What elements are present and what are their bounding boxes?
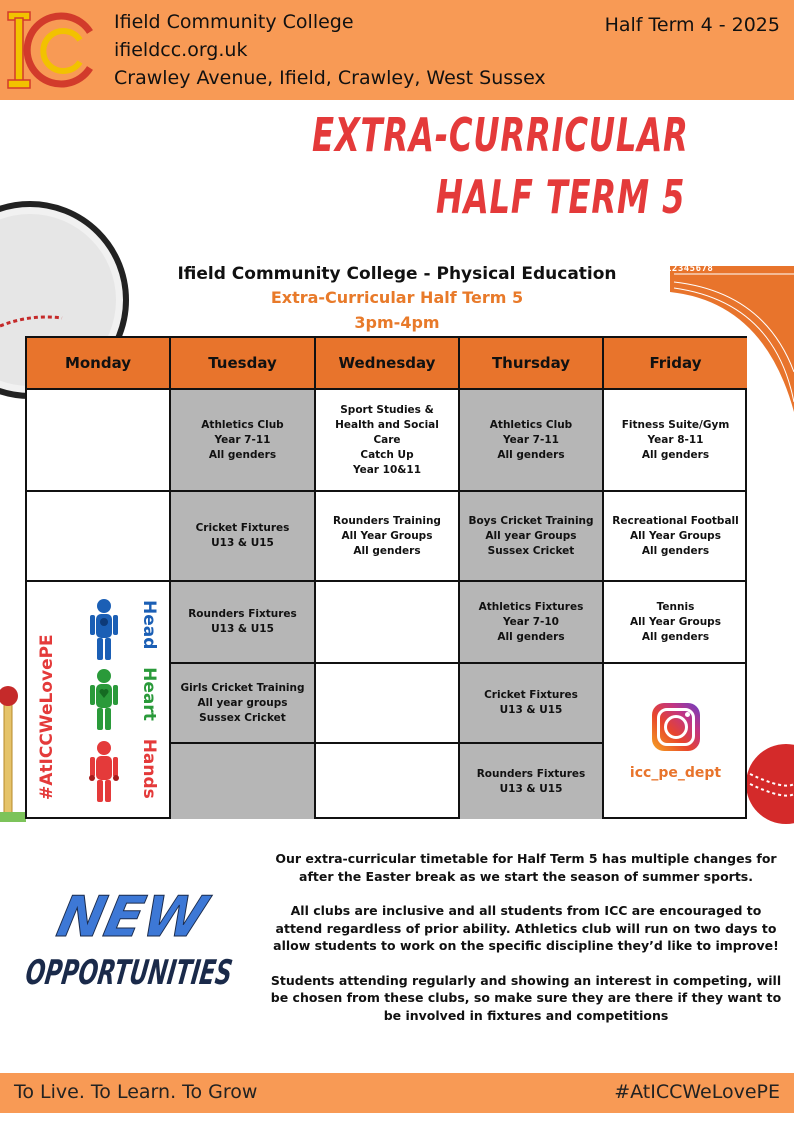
hashtag-panel <box>27 582 171 819</box>
slot-thursday-5 <box>460 744 604 819</box>
slot-wednesday-1 <box>316 390 460 492</box>
slot-tuesday-3 <box>171 582 316 664</box>
slot-line: Care <box>373 433 401 446</box>
promo-word-opportunities: OPPORTUNITIES <box>23 953 306 993</box>
slot-wednesday-2 <box>316 492 460 582</box>
instagram-handle[interactable]: icc_pe_dept <box>629 764 722 781</box>
slot-line: Athletics Fixtures <box>478 600 584 613</box>
slot-line: All genders <box>641 448 710 461</box>
slot-friday-2 <box>604 492 747 582</box>
slot-line: Sussex Cricket <box>487 544 575 557</box>
slot-line: Boys Cricket Training <box>468 514 594 527</box>
description <box>268 850 784 1041</box>
slot-line: Cricket Fixtures <box>484 689 578 701</box>
slot-line: U13 & U15 <box>499 782 563 795</box>
track-lane-numbers: 12345678 <box>666 264 714 274</box>
slot-line: Year 7-11 <box>503 433 559 446</box>
poster-time: 3pm-4pm <box>354 313 440 332</box>
slot-line: Sussex Cricket <box>199 711 286 724</box>
day-header-tuesday: Tuesday <box>171 338 316 390</box>
slot-line: Rounders Fixtures <box>188 608 297 620</box>
slot-text <box>180 681 304 726</box>
slot-line: Athletics Club <box>201 418 284 431</box>
head-figure-icon <box>89 598 119 660</box>
slot-text <box>479 600 584 645</box>
slot-line: Recreational Football <box>612 514 739 527</box>
title-line-2: HALF TERM 5 <box>436 170 686 224</box>
day-header-friday: Friday <box>604 338 747 390</box>
school-website[interactable]: ifieldcc.org.uk <box>114 39 248 61</box>
instagram-panel[interactable] <box>604 664 747 819</box>
slot-line: All genders <box>353 544 421 557</box>
new-opportunities-graphic <box>23 880 306 1000</box>
value-head: Head <box>139 600 159 650</box>
slot-line: All genders <box>497 448 565 461</box>
school-name: Ifield Community College <box>114 11 354 33</box>
slot-line: All genders <box>497 630 565 643</box>
footer-motto: To Live. To Learn. To Grow <box>14 1081 258 1103</box>
slot-text <box>188 607 297 637</box>
day-header-thursday: Thursday <box>460 338 604 390</box>
slot-line: Rounders Fixtures <box>476 767 586 780</box>
slot-thursday-2 <box>460 492 604 582</box>
promo-word-new: NEW <box>51 884 213 950</box>
slot-line: Sport Studies & <box>340 403 434 416</box>
footer-hashtag: #AtICCWeLovePE <box>614 1081 780 1103</box>
slot-tuesday-4 <box>171 664 316 744</box>
slot-line: All year Groups <box>485 529 577 542</box>
instagram-icon[interactable] <box>652 703 700 751</box>
slot-line: U13 & U15 <box>211 623 274 635</box>
slot-wednesday-3 <box>316 582 460 664</box>
slot-tuesday-1 <box>171 390 316 492</box>
slot-line: All Year Groups <box>630 615 721 628</box>
slot-line: Catch Up <box>360 448 414 461</box>
title-line-1: EXTRA-CURRICULAR <box>312 108 689 162</box>
slot-text <box>335 403 439 478</box>
description-paragraph-1: Our extra-curricular timetable for Half Term 5 has multiple changes for after the Easter break as we start the season of summer sports. <box>275 851 777 884</box>
value-heart: Heart <box>139 667 159 721</box>
slot-line: Athletics Club <box>489 418 573 431</box>
description-paragraph-3: Students attending regularly and showing an interest in competing, will be chosen from these clubs, so make sure they are there if they want to be involved in fixtures and competitions <box>270 972 782 1023</box>
slot-line: Year 7-11 <box>214 433 271 446</box>
slot-tuesday-2 <box>171 492 316 582</box>
slot-text <box>490 418 572 463</box>
slot-monday-1 <box>27 390 171 492</box>
cricket-bat-decoration <box>0 676 26 822</box>
poster-heading: Ifield Community College - Physical Education <box>177 264 617 284</box>
slot-thursday-3 <box>460 582 604 664</box>
slot-friday-1 <box>604 390 747 492</box>
value-hands: Hands <box>139 738 159 799</box>
slot-line: All Year Groups <box>630 529 721 542</box>
slot-text <box>468 514 593 559</box>
page-footer <box>0 1073 794 1113</box>
slot-line: Tennis <box>656 600 695 613</box>
heart-figure-icon <box>89 668 119 730</box>
slot-text <box>484 688 578 718</box>
slot-line: Year 10&11 <box>352 463 422 476</box>
slot-line: Year 8-11 <box>647 433 704 446</box>
slot-thursday-1 <box>460 390 604 492</box>
slot-line: Fitness Suite/Gym <box>621 418 730 431</box>
slot-friday-3 <box>604 582 747 664</box>
slot-line: Cricket Fixtures <box>195 522 290 534</box>
slot-line: All Year Groups <box>341 529 433 542</box>
slot-wednesday-4 <box>316 664 460 744</box>
slot-line: U13 & U15 <box>211 537 274 549</box>
slot-tuesday-5 <box>171 744 316 819</box>
cricket-ball-decoration <box>744 744 794 826</box>
school-details <box>114 8 546 92</box>
slot-line: Year 7-10 <box>503 615 559 628</box>
slot-line: U13 & U15 <box>499 704 563 716</box>
page-header <box>0 0 794 100</box>
school-address: Crawley Avenue, Ifield, Crawley, West Sussex <box>114 67 546 89</box>
slot-text <box>612 514 738 559</box>
head-heart-hands-vertical <box>139 600 159 799</box>
slot-text <box>196 521 290 551</box>
slot-line: Health and Social <box>335 418 439 431</box>
slot-line: All genders <box>641 544 710 557</box>
slot-text <box>622 418 730 463</box>
slot-text <box>333 514 441 559</box>
slot-text <box>477 767 586 797</box>
description-paragraph-2: All clubs are inclusive and all students from ICC are encouraged to attend regardless of prior ability. Athletics club will run on two days to allow students to work on the specific discipline they’d like to improve! <box>273 903 779 953</box>
slot-monday-2 <box>27 492 171 582</box>
slot-thursday-4 <box>460 664 604 744</box>
day-header-monday: Monday <box>27 338 171 390</box>
hands-figure-icon <box>89 740 119 802</box>
slot-wednesday-5 <box>316 744 460 819</box>
poster-subheading: Extra-Curricular Half Term 5 <box>270 288 524 307</box>
slot-text <box>201 418 283 463</box>
slot-line: All genders <box>208 448 277 461</box>
hashtag-vertical: #AtICCWeLovePE <box>37 634 57 800</box>
slot-line: All year groups <box>197 696 288 709</box>
day-header-wednesday: Wednesday <box>316 338 460 390</box>
slot-line: Girls Cricket Training <box>180 681 305 694</box>
school-logo <box>8 10 96 90</box>
slot-text <box>630 600 721 645</box>
timetable <box>25 336 747 819</box>
slot-line: All genders <box>641 630 710 643</box>
slot-line: Rounders Training <box>333 514 441 527</box>
term-label: Half Term 4 - 2025 <box>604 14 780 36</box>
